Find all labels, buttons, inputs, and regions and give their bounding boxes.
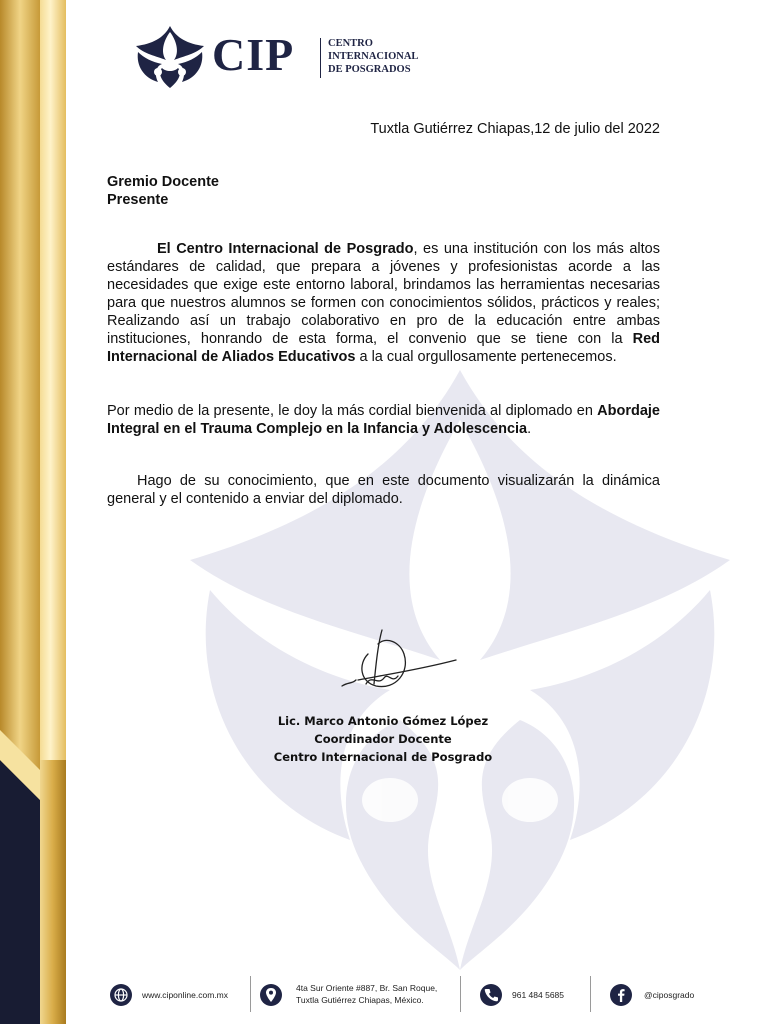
institution-name: El Centro Internacional de Posgrado	[157, 241, 414, 257]
logo-subtitle-line2: INTERNACIONAL	[328, 51, 419, 62]
owl-logo-icon	[132, 22, 208, 90]
footer-address	[296, 982, 437, 1006]
gold-border-highlight	[40, 0, 66, 760]
footer-address-line1: 4ta Sur Oriente #887, Br. San Roque,	[296, 983, 438, 993]
intro-text-a: , es una institución con los más altos estándares de calidad, que prepara a jóvenes y profesionistas acorde a las necesidades que exige este entorno laboral, brindamos las herramientas necesarias para que nuestros alumnos se formen con conocimientos sólidos, prácticos y reales; Realizando así un trabajo colaborativo en pro de la educación entre ambas instituciones, honrando de esta forma, el convenio que se tiene con la	[107, 241, 660, 347]
intro-text-b: a la cual orgullosamente pertenecemos.	[355, 349, 617, 365]
notice-text: Hago de su conocimiento, que en este documento visualizarán la dinámica general y el contenido a enviar del diplomado.	[107, 473, 660, 507]
footer-separator	[590, 976, 591, 1012]
signer-org: Centro Internacional de Posgrado	[273, 750, 493, 764]
logo-divider	[320, 38, 321, 78]
navy-border-band	[0, 0, 40, 1024]
recipient-line2: Presente	[107, 192, 169, 208]
signer-block	[250, 712, 516, 766]
diploma-name: Abordaje Integral en el Trauma Complejo en la Infancia y Adolescencia	[107, 403, 660, 437]
map-pin-icon	[260, 984, 282, 1006]
network-name: Red Internacional de Aliados Educativos	[107, 331, 660, 365]
logo-subtitle	[328, 37, 418, 76]
phone-icon	[480, 984, 502, 1006]
logo-brand-text: CIP	[212, 29, 295, 80]
handwritten-signature	[338, 624, 462, 696]
globe-icon	[110, 984, 132, 1006]
footer-separator	[250, 976, 251, 1012]
paragraph-welcome	[107, 402, 660, 438]
recipient-block	[107, 173, 219, 209]
facebook-icon	[610, 984, 632, 1006]
welcome-end: .	[527, 421, 532, 437]
logo-subtitle-line1: CENTRO	[328, 38, 373, 49]
signer-name: Lic. Marco Antonio Gómez López	[277, 714, 489, 728]
footer-social[interactable]: @ciposgrado	[644, 990, 695, 1000]
letter-date: Tuxtla Gutiérrez Chiapas,12 de julio del 2022	[370, 121, 660, 137]
logo-subtitle-line3: DE POSGRADOS	[328, 64, 411, 75]
welcome-text: Por medio de la presente, le doy la más cordial bienvenida al diplomado en	[107, 403, 598, 419]
recipient-line1: Gremio Docente	[107, 174, 219, 190]
cip-logo	[132, 20, 419, 92]
paragraph-intro	[107, 240, 660, 366]
signer-title: Coordinador Docente	[314, 732, 452, 746]
contact-footer	[100, 970, 720, 1020]
footer-phone[interactable]: 961 484 5685	[512, 990, 564, 1000]
footer-address-line2: Tuxtla Gutiérrez Chiapas, México.	[296, 995, 424, 1005]
footer-separator	[460, 976, 461, 1012]
paragraph-notice	[107, 472, 660, 508]
footer-website[interactable]: www.ciponline.com.mx	[142, 990, 228, 1000]
